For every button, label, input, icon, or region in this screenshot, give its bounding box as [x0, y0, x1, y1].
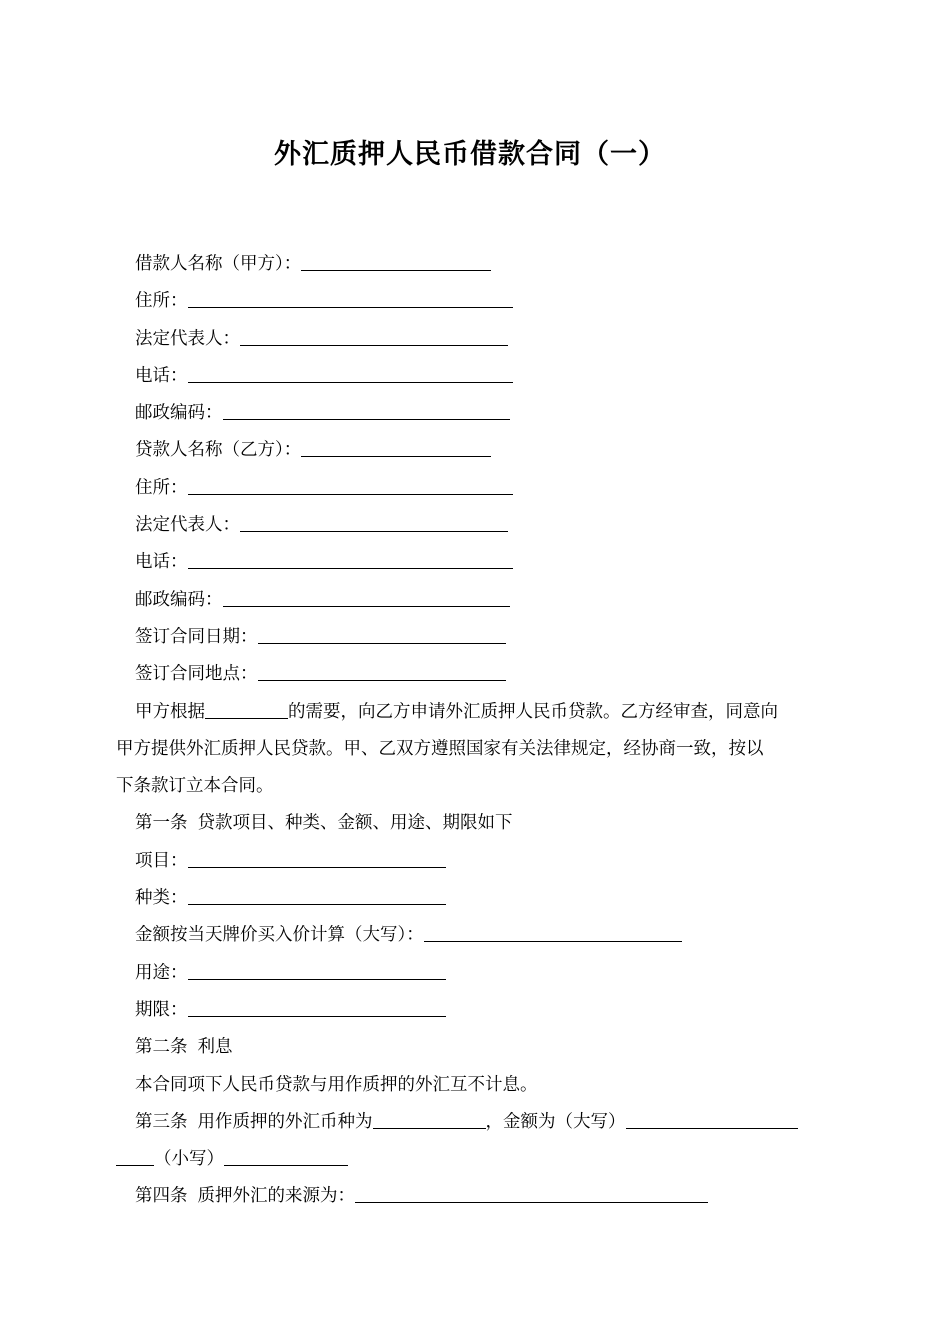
article3-currency-blank: [373, 1127, 486, 1129]
article1-kind-row: [116, 880, 838, 917]
article3-amount-upper-blank: [626, 1127, 798, 1129]
article1-title: 贷款项目、种类、金额、用途、期限如下: [197, 813, 513, 834]
article4-line: [116, 1178, 838, 1215]
lender-zip-row: [116, 582, 838, 619]
lender-phone-blank: [188, 567, 513, 569]
article1-amount-label: 金额按当天牌价买入价计算（大写）：: [135, 925, 424, 946]
lender-name-label: 贷款人名称（乙方）：: [135, 440, 302, 461]
article2-number: 第二条: [135, 1037, 188, 1058]
article1-project-row: [116, 843, 838, 880]
borrower-address-blank: [188, 306, 513, 308]
article3-amount-lower-blank: [224, 1164, 348, 1166]
sign-place-row: [116, 656, 838, 693]
article1-term-blank: [188, 1015, 446, 1017]
article1-term-label: 期限：: [135, 999, 188, 1020]
article1-term-row: [116, 992, 838, 1029]
article1-amount-blank: [424, 940, 682, 942]
borrower-address-label: 住所：: [135, 291, 188, 312]
article3-part1: 用作质押的外汇币种为: [197, 1111, 373, 1132]
borrower-rep-row: [116, 321, 838, 358]
article1-usage-blank: [188, 978, 446, 980]
borrower-zip-row: [116, 395, 838, 432]
preamble-part1: 甲方根据: [135, 701, 205, 722]
article2-heading: [116, 1029, 838, 1066]
lender-address-row: [116, 470, 838, 507]
article3-part2: ，金额为（大写）: [485, 1111, 626, 1132]
lender-phone-label: 电话：: [135, 552, 188, 573]
article2-body: 本合同项下人民币贷款与用作质押的外汇互不计息。: [135, 1074, 538, 1095]
borrower-rep-label: 法定代表人：: [135, 328, 240, 349]
contract-body: [116, 246, 838, 1216]
article3-amount-upper-blank-cont: [116, 1164, 154, 1166]
borrower-rep-blank: [240, 344, 508, 346]
article1-amount-row: [116, 917, 838, 954]
lender-name-blank: [301, 455, 491, 457]
lender-phone-row: [116, 544, 838, 581]
article1-project-label: 项目：: [135, 850, 188, 871]
article4-text: 质押外汇的来源为：: [197, 1186, 355, 1207]
borrower-name-row: [116, 246, 838, 283]
article1-project-blank: [188, 866, 446, 868]
article1-heading: [116, 805, 838, 842]
article4-number: 第四条: [135, 1186, 188, 1207]
lender-zip-label: 邮政编码：: [135, 589, 223, 610]
article2-title: 利息: [197, 1037, 233, 1058]
sign-date-row: [116, 619, 838, 656]
lender-name-row: [116, 432, 838, 469]
preamble-line-1: [116, 694, 838, 731]
borrower-name-blank: [301, 269, 491, 271]
article1-usage-row: [116, 955, 838, 992]
borrower-phone-label: 电话：: [135, 365, 188, 386]
article1-kind-blank: [188, 903, 446, 905]
purpose-blank: [205, 717, 288, 719]
lender-rep-row: [116, 507, 838, 544]
preamble-line-3: 下条款订立本合同。: [116, 776, 274, 797]
article3-line-2: [116, 1141, 838, 1178]
borrower-zip-blank: [223, 418, 510, 420]
sign-date-blank: [258, 642, 506, 644]
lender-rep-label: 法定代表人：: [135, 515, 240, 536]
preamble-line-2: 甲方提供外汇质押人民贷款。甲、乙双方遵照国家有关法律规定，经协商一致，按以: [116, 738, 764, 759]
lender-zip-blank: [223, 605, 510, 607]
article1-number: 第一条: [135, 813, 188, 834]
borrower-phone-blank: [188, 381, 513, 383]
sign-date-label: 签订合同日期：: [135, 626, 258, 647]
borrower-name-label: 借款人名称（甲方）：: [135, 254, 302, 274]
borrower-zip-label: 邮政编码：: [135, 403, 223, 424]
article3-part3: （小写）: [154, 1149, 224, 1170]
borrower-address-row: [116, 283, 838, 320]
lender-address-label: 住所：: [135, 477, 188, 498]
sign-place-label: 签订合同地点：: [135, 664, 258, 685]
article3-line-1: [116, 1104, 838, 1141]
sign-place-blank: [258, 679, 506, 681]
preamble-part2: 的需要，向乙方申请外汇质押人民币贷款。乙方经审查，同意向: [288, 701, 778, 722]
article1-usage-label: 用途：: [135, 962, 188, 983]
borrower-phone-row: [116, 358, 838, 395]
page-title: 外汇质押人民币借款合同（一）: [274, 139, 666, 170]
article1-kind-label: 种类：: [135, 888, 188, 909]
article4-source-blank: [355, 1201, 708, 1203]
article3-number: 第三条: [135, 1111, 188, 1132]
lender-rep-blank: [240, 530, 508, 532]
lender-address-blank: [188, 493, 513, 495]
